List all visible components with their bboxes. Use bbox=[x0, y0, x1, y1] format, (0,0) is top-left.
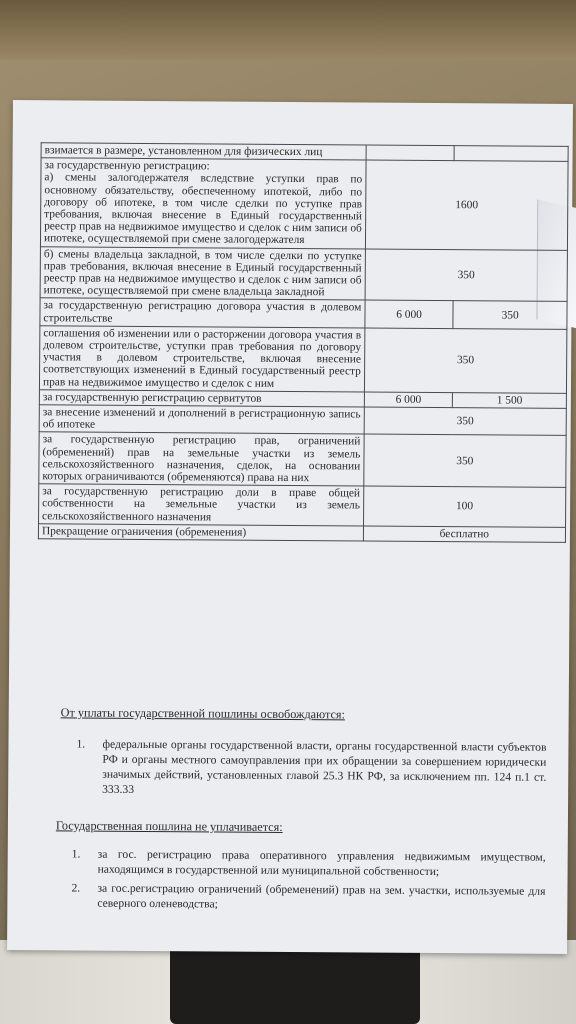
fee-amount: бесплатно bbox=[363, 526, 565, 543]
fee-amount: 100 bbox=[363, 486, 565, 527]
fee-description: за государственную регистрацию сервитутов bbox=[39, 390, 364, 407]
notpaid-list bbox=[71, 846, 545, 917]
fee-description: за государственную регистрацию доли в праве общей собственности на земельные участки из земель сельскохозяйственного назначения bbox=[39, 484, 364, 526]
fee-amount-organizations: 6 000 bbox=[364, 392, 453, 408]
table-row bbox=[39, 432, 566, 487]
table-edge bbox=[0, 0, 576, 60]
notpaid-heading: Государственная пошлина не уплачивается: bbox=[55, 818, 283, 834]
list-item-number: 1. bbox=[71, 847, 81, 861]
table-row bbox=[39, 326, 566, 394]
list-item-text: за гос.регистрацию ограничений (обременений) прав на зем. участки, используемые для северного оленеводства; bbox=[97, 881, 546, 911]
fee-description: за государственную регистрацию договора участия в долевом строительстве bbox=[40, 298, 365, 328]
fee-amount-individuals: 350 bbox=[453, 301, 567, 329]
list-item bbox=[72, 846, 546, 879]
table-row bbox=[38, 524, 565, 543]
fee-amount: 350 bbox=[364, 328, 567, 393]
list-item-text: за гос. регистрацию права оперативного управления недвижимым имуществом, находящимся в государственной или муниципальной собственности; bbox=[97, 847, 546, 879]
fee-description: за государственную регистрацию прав, ограничений (обременений) прав на земельные участки из земель сельскохозяйственного назначения, сделок, на основании которых ограничиваются (обременяются) права на них bbox=[39, 432, 364, 486]
table-row bbox=[40, 158, 568, 250]
fee-amount-organizations bbox=[366, 145, 455, 161]
exempt-list bbox=[76, 737, 546, 804]
list-item bbox=[76, 737, 546, 800]
list-item-text: федеральные органы государственной власти, органы государственной власти субъектов РФ и органы местного самоуправления при их обращении за совершением юридически значимых действий, установленных главой 25.3 НК РФ, за исключением пп. 124 п.1 ст. 333.33 bbox=[102, 737, 547, 796]
list-item-number: 1. bbox=[76, 737, 86, 751]
exempt-heading: От уплаты государственной пошлины освобождаются: bbox=[60, 705, 345, 722]
table-row bbox=[40, 298, 567, 329]
document-page bbox=[7, 100, 573, 954]
fee-amount-individuals bbox=[454, 146, 568, 162]
fee-description: б) смены владельца закладной, в том числе сделки по уступке прав требования, включая внесение в Единый государственный реестр прав на недвижимое имущество и сделок с ним записи об ипотеке, осуществляемой при смене владельца закладной bbox=[40, 246, 365, 300]
fee-amount: 350 bbox=[365, 249, 568, 302]
fee-table bbox=[38, 142, 569, 543]
table-row bbox=[39, 484, 566, 527]
fee-description: соглашения об изменении или о расторжении договора участия в долевом строительстве, уступки прав требования по договору участия в долевом строительстве, включая внесение соответствующих изменений в Единый государственный реестр прав на недвижимое имущество и сделок с ним bbox=[39, 326, 364, 392]
table-row bbox=[39, 405, 566, 436]
fee-description: за внесение изменений и дополнений в регистрационную запись об ипотеке bbox=[39, 405, 364, 435]
table-row bbox=[40, 246, 567, 301]
floor-shadow bbox=[170, 945, 420, 1024]
fee-description: Прекращение ограничения (обременения) bbox=[38, 524, 363, 541]
fee-amount-organizations: 6 000 bbox=[365, 300, 454, 328]
fee-amount: 350 bbox=[364, 407, 566, 436]
fee-amount: 350 bbox=[364, 434, 567, 487]
list-item bbox=[71, 880, 545, 913]
fee-amount-individuals: 1 500 bbox=[453, 392, 567, 408]
fee-amount: 1600 bbox=[365, 160, 568, 250]
list-item-number: 2. bbox=[71, 881, 81, 895]
fee-description: за государственную регистрацию: а) смены залогодержателя вследствие уступки прав по основному обязательству, обеспеченному ипотекой, либо по договору об ипотеке, в том числе сделки по уступке прав требования, включая внесение в Единый государственный реестр прав на недвижимое имущество и сделок с ним записи об ипотеке, осуществляемой при смене залогодержателя bbox=[40, 158, 365, 249]
fee-description: взимается в размере, установленном для физических лиц bbox=[41, 143, 366, 160]
